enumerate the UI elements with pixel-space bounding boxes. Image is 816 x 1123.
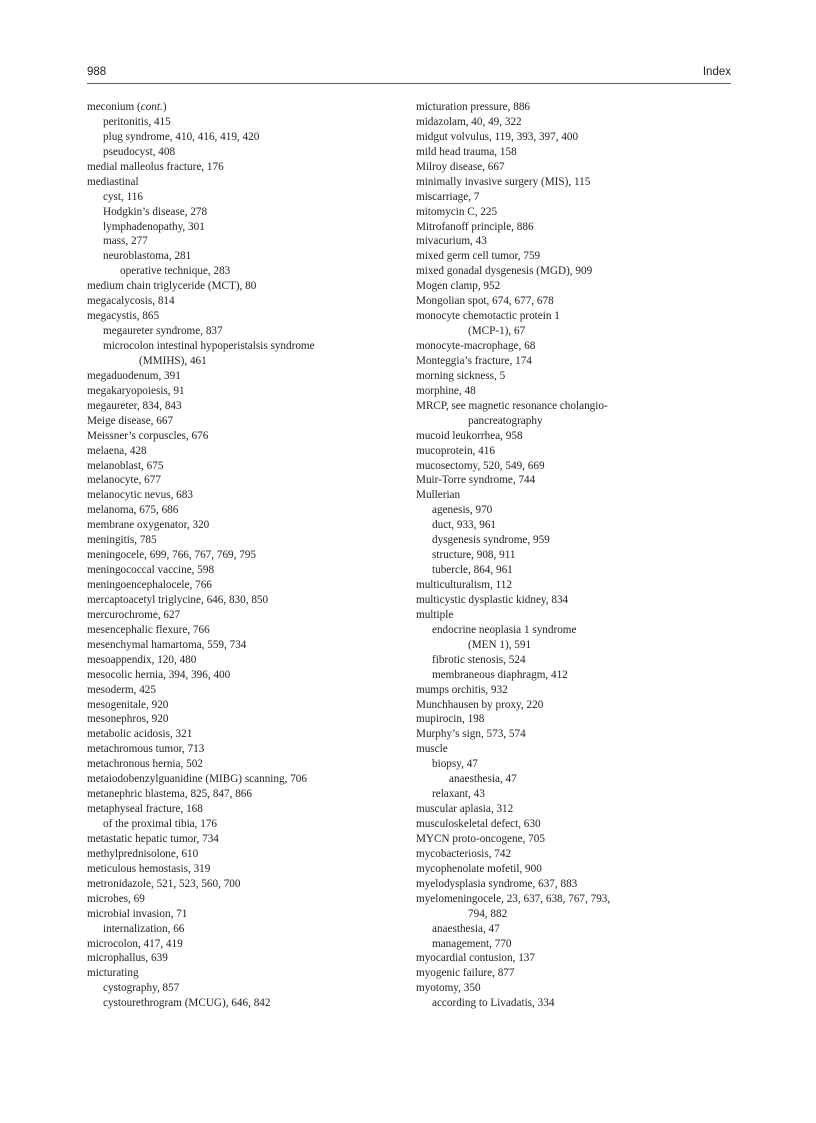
index-entry: [416, 742, 746, 757]
entry-text: operative technique, 283: [120, 265, 231, 278]
entry-text: muscle: [416, 743, 448, 756]
entry-text: mesocolic hernia, 394, 396, 400: [87, 668, 231, 681]
entry-text: medial malleolus fracture, 176: [87, 160, 224, 173]
entry-text: myocardial contusion, 137: [416, 952, 535, 965]
index-entry: [87, 414, 417, 429]
index-entry: [87, 444, 417, 459]
section-title: Index: [702, 66, 731, 78]
index-entry: [87, 518, 417, 533]
index-entry: [87, 757, 417, 772]
entry-text: Monteggia’s fracture, 174: [416, 354, 532, 367]
entry-text: myelodysplasia syndrome, 637, 883: [416, 877, 578, 890]
entry-text: microphallus, 639: [87, 952, 168, 965]
index-entry: [416, 578, 746, 593]
entry-text: membraneous diaphragm, 412: [432, 668, 568, 681]
entry-text: meningitis, 785: [87, 534, 157, 547]
index-entry: [416, 698, 746, 713]
entry-text: megaureter, 834, 843: [87, 399, 182, 412]
index-entry: [416, 847, 746, 862]
index-column-left: [87, 100, 417, 1011]
index-entry: [87, 608, 417, 623]
entry-text: Mogen clamp, 952: [416, 280, 501, 293]
entry-text: microcolon, 417, 419: [87, 937, 183, 950]
index-entry: [87, 832, 417, 847]
index-entry: [416, 877, 746, 892]
entry-text: Mongolian spot, 674, 677, 678: [416, 295, 554, 308]
entry-text: myogenic failure, 877: [416, 967, 515, 980]
entry-text: mucoprotein, 416: [416, 444, 495, 457]
entry-text: metanephric blastema, 825, 847, 866: [87, 788, 252, 801]
entry-text: metachromous tumor, 713: [87, 743, 205, 756]
index-entry: [87, 429, 417, 444]
entry-text: medium chain triglyceride (MCT), 80: [87, 280, 257, 293]
entry-text: peritonitis, 415: [103, 115, 171, 128]
index-entry: [87, 937, 417, 952]
index-entry: [87, 369, 417, 384]
entry-text: Meissner’s corpuscles, 676: [87, 429, 209, 442]
index-entry: [87, 742, 417, 757]
index-entry: [87, 802, 417, 817]
entry-text: of the proximal tibia, 176: [103, 818, 218, 830]
entry-text: mycophenolate mofetil, 900: [416, 862, 542, 875]
entry-text: megaureter syndrome, 837: [103, 325, 223, 338]
entry-text: biopsy, 47: [432, 758, 478, 771]
index-entry: [416, 429, 746, 444]
entry-text: mucosectomy, 520, 549, 669: [416, 459, 545, 472]
entry-suffix: ): [162, 101, 167, 113]
entry-text: cystourethrogram (MCUG), 646, 842: [103, 997, 271, 1010]
index-entry: [87, 488, 417, 503]
entry-text: mixed germ cell tumor, 759: [416, 250, 541, 263]
entry-text: metronidazole, 521, 523, 560, 700: [87, 877, 241, 890]
index-subentry: [87, 339, 417, 369]
entry-text: metabolic acidosis, 321: [87, 728, 193, 741]
entry-text: metachronous hernia, 502: [87, 758, 203, 771]
entry-text: mumps orchitis, 932: [416, 683, 508, 696]
index-entry: [416, 175, 746, 190]
entry-text: melanoblast, 675: [87, 459, 164, 472]
entry-text: mupirocin, 198: [416, 713, 485, 726]
entry-text: relaxant, 43: [432, 788, 485, 801]
index-subentry: [416, 503, 746, 518]
entry-text: duct, 933, 961: [432, 519, 497, 532]
index-subentry: [416, 937, 746, 952]
index-entry: [416, 593, 746, 608]
entry-text: anaesthesia, 47: [432, 922, 500, 935]
index-subentry: [87, 205, 417, 220]
index-entry: [416, 369, 746, 384]
index-subentry: [416, 922, 746, 937]
entry-text: pseudocyst, 408: [103, 145, 176, 158]
index-subentry: [87, 220, 417, 235]
entry-text: mediastinal: [87, 175, 139, 188]
index-subentry: [87, 922, 417, 937]
running-header: [87, 66, 731, 82]
entry-continuation: 794, 882: [468, 907, 508, 920]
index-subentry: [87, 115, 417, 130]
entry-text: monocyte-macrophage, 68: [416, 340, 536, 352]
index-entry: [87, 787, 417, 802]
entry-text: melanocytic nevus, 683: [87, 489, 193, 502]
index-subentry: [87, 996, 417, 1011]
index-subentry: [416, 757, 746, 772]
index-entry: [416, 802, 746, 817]
index-entry: [87, 653, 417, 668]
index-entry: [87, 727, 417, 742]
index-subentry: [87, 145, 417, 160]
index-entry: [416, 190, 746, 205]
index-entry: [416, 608, 746, 623]
entry-text: megakaryopoiesis, 91: [87, 384, 185, 397]
entry-text: megaduodenum, 391: [87, 369, 181, 382]
entry-text: myotomy, 350: [416, 982, 481, 995]
index-entry: [416, 862, 746, 877]
entry-text: MYCN proto-oncogene, 705: [416, 832, 545, 845]
index-entry: [87, 638, 417, 653]
entry-text: multiple: [416, 608, 454, 621]
entry-text: dysgenesis syndrome, 959: [432, 534, 550, 547]
entry-text: structure, 908, 911: [432, 549, 516, 562]
index-entry: [87, 399, 417, 414]
entry-text: mucoid leukorrhea, 958: [416, 429, 523, 442]
index-entry: [416, 981, 746, 996]
entry-text: mesenchymal hamartoma, 559, 734: [87, 638, 247, 651]
entry-text: melanoma, 675, 686: [87, 504, 179, 517]
entry-text: meningococcal vaccine, 598: [87, 564, 215, 577]
index-subentry: [87, 130, 417, 145]
entry-text: melanocyte, 677: [87, 474, 161, 487]
index-entry: [87, 668, 417, 683]
index-entry: [87, 623, 417, 638]
entry-text: metaphyseal fracture, 168: [87, 803, 203, 816]
entry-text: agenesis, 970: [432, 504, 493, 517]
index-subentry: [87, 190, 417, 205]
entry-text: cyst, 116: [103, 190, 143, 203]
entry-text: plug syndrome, 410, 416, 419, 420: [103, 130, 260, 143]
index-entry: [87, 892, 417, 907]
entry-text: mixed gonadal dysgenesis (MGD), 909: [416, 265, 593, 278]
entry-text: Milroy disease, 667: [416, 160, 505, 173]
entry-text: microbes, 69: [87, 892, 145, 905]
index-subentry: [416, 533, 746, 548]
entry-continuation: (MEN 1), 591: [468, 638, 532, 651]
entry-text: microbial invasion, 71: [87, 907, 188, 920]
entry-text: Munchhausen by proxy, 220: [416, 698, 544, 711]
entry-text: fibrotic stenosis, 524: [432, 653, 526, 666]
index-entry: [416, 160, 746, 175]
entry-text: neuroblastoma, 281: [103, 250, 192, 263]
index-entry: [416, 249, 746, 264]
index-entry: [416, 712, 746, 727]
entry-text: mesogenitale, 920: [87, 698, 169, 711]
entry-text: Hodgkin’s disease, 278: [103, 205, 208, 218]
index-entry: [87, 175, 417, 190]
index-subentry: [416, 996, 746, 1011]
entry-text: morphine, 48: [416, 384, 476, 397]
entry-text: meningoencephalocele, 766: [87, 579, 212, 591]
index-entry: [416, 354, 746, 369]
index-entry: [416, 832, 746, 847]
entry-text: multiculturalism, 112: [416, 579, 512, 591]
entry-text: mesencephalic flexure, 766: [87, 623, 210, 636]
entry-text: Mullerian: [416, 489, 461, 502]
index-entry: [87, 907, 417, 922]
entry-text: management, 770: [432, 937, 512, 950]
entry-text: methylprednisolone, 610: [87, 847, 199, 860]
entry-text: megacystis, 865: [87, 310, 160, 323]
entry-text: metastatic hepatic tumor, 734: [87, 832, 219, 845]
entry-text: morning sickness, 5: [416, 369, 506, 382]
index-subentry: [416, 668, 746, 683]
entry-text: microcolon intestinal hypoperistalsis syndrome: [103, 340, 315, 352]
entry-text: lymphadenopathy, 301: [103, 220, 205, 233]
page-number: 988: [87, 66, 107, 78]
entry-text: musculoskeletal defect, 630: [416, 818, 541, 830]
index-entry: [87, 473, 417, 488]
index-entry: [416, 966, 746, 981]
index-entry: [87, 100, 417, 115]
entry-text: micturation pressure, 886: [416, 101, 531, 113]
entry-text: mass, 277: [103, 235, 148, 248]
index-entry: [416, 294, 746, 309]
index-subentry: [87, 249, 417, 264]
entry-text: minimally invasive surgery (MIS), 115: [416, 175, 591, 188]
index-subentry: [87, 264, 417, 279]
index-subentry: [416, 623, 746, 653]
index-entry: [416, 145, 746, 160]
entry-text: MRCP, see magnetic resonance cholangio-: [416, 399, 608, 412]
entry-text: mycobacteriosis, 742: [416, 847, 512, 860]
index-entry: [87, 533, 417, 548]
index-subentry: [416, 518, 746, 533]
entry-text: midgut volvulus, 119, 393, 397, 400: [416, 130, 579, 143]
entry-text: micturating: [87, 967, 139, 980]
header-rule: [87, 83, 731, 84]
entry-text: mesonephros, 920: [87, 713, 169, 726]
index-subentry: [416, 653, 746, 668]
index-entry: [416, 683, 746, 698]
index-entry: [416, 473, 746, 488]
entry-text: Muir-Torre syndrome, 744: [416, 474, 536, 487]
index-subentry: [87, 324, 417, 339]
index-entry: [416, 279, 746, 294]
entry-text: Meige disease, 667: [87, 414, 174, 427]
entry-italic: cont.: [140, 101, 163, 113]
index-entry: [87, 772, 417, 787]
entry-text: mild head trauma, 158: [416, 145, 517, 158]
index-entry: [87, 309, 417, 324]
index-entry: [87, 294, 417, 309]
entry-continuation: (MMIHS), 461: [139, 354, 207, 367]
entry-text: muscular aplasia, 312: [416, 803, 514, 816]
index-entry: [416, 234, 746, 249]
index-entry: [87, 548, 417, 563]
entry-text: metaiodobenzylguanidine (MIBG) scanning, 706: [87, 773, 307, 786]
entry-text: anaesthesia, 47: [449, 773, 517, 786]
index-subentry: [416, 787, 746, 802]
index-entry: [87, 593, 417, 608]
entry-text: midazolam, 40, 49, 322: [416, 115, 522, 128]
index-entry: [416, 100, 746, 115]
index-subentry: [87, 234, 417, 249]
index-entry: [87, 683, 417, 698]
entry-text: meningocele, 699, 766, 767, 769, 795: [87, 549, 257, 562]
entry-text: megacalycosis, 814: [87, 295, 175, 308]
index-entry: [87, 384, 417, 399]
index-entry: [416, 205, 746, 220]
index-entry: [87, 578, 417, 593]
index-entry: [87, 698, 417, 713]
entry-text: mercurochrome, 627: [87, 608, 181, 621]
index-entry: [416, 220, 746, 235]
entry-text: membrane oxygenator, 320: [87, 519, 210, 532]
index-entry: [87, 563, 417, 578]
entry-text: mesoderm, 425: [87, 683, 156, 696]
entry-text: mercaptoacetyl triglycine, 646, 830, 850: [87, 593, 269, 606]
index-entry: [416, 384, 746, 399]
index-subentry: [416, 548, 746, 563]
index-entry: [416, 727, 746, 742]
index-entry: [416, 399, 746, 429]
entry-text: myelomeningocele, 23, 637, 638, 767, 793,: [416, 892, 611, 905]
entry-text: Mitrofanoff principle, 886: [416, 220, 534, 233]
index-entry: [87, 279, 417, 294]
index-entry: [416, 817, 746, 832]
index-entry: [416, 264, 746, 279]
entry-text: multicystic dysplastic kidney, 834: [416, 593, 569, 606]
entry-text: monocyte chemotactic protein 1: [416, 310, 560, 323]
entry-text: mivacurium, 43: [416, 235, 487, 248]
entry-text: Murphy’s sign, 573, 574: [416, 728, 526, 741]
index-entry: [416, 892, 746, 922]
index-entry: [87, 160, 417, 175]
index-subentry: [87, 817, 417, 832]
index-entry: [416, 309, 746, 339]
index-entry: [87, 503, 417, 518]
index-subentry: [416, 772, 746, 787]
index-entry: [416, 951, 746, 966]
index-entry: [87, 951, 417, 966]
entry-text: miscarriage, 7: [416, 190, 480, 203]
index-entry: [416, 459, 746, 474]
index-subentry: [416, 563, 746, 578]
entry-continuation: pancreatography: [468, 414, 543, 427]
entry-text: melaena, 428: [87, 444, 147, 457]
index-entry: [87, 966, 417, 981]
entry-text: meconium (: [87, 101, 141, 113]
index-entry: [416, 115, 746, 130]
entry-text: endocrine neoplasia 1 syndrome: [432, 623, 577, 636]
entry-text: cystography, 857: [103, 982, 180, 995]
entry-text: internalization, 66: [103, 922, 185, 935]
index-entry: [416, 339, 746, 354]
index-column-right: [416, 100, 746, 1011]
entry-continuation: (MCP-1), 67: [468, 325, 526, 338]
index-entry: [416, 488, 746, 503]
index-entry: [416, 444, 746, 459]
entry-text: mitomycin C, 225: [416, 205, 498, 218]
index-entry: [87, 847, 417, 862]
entry-text: meticulous hemostasis, 319: [87, 862, 211, 875]
index-entry: [416, 130, 746, 145]
index-entry: [87, 712, 417, 727]
index-entry: [87, 877, 417, 892]
index-subentry: [87, 981, 417, 996]
entry-text: tubercle, 864, 961: [432, 564, 513, 577]
entry-text: according to Livadatis, 334: [432, 997, 555, 1010]
index-entry: [87, 862, 417, 877]
index-entry: [87, 459, 417, 474]
entry-text: mesoappendix, 120, 480: [87, 653, 197, 666]
